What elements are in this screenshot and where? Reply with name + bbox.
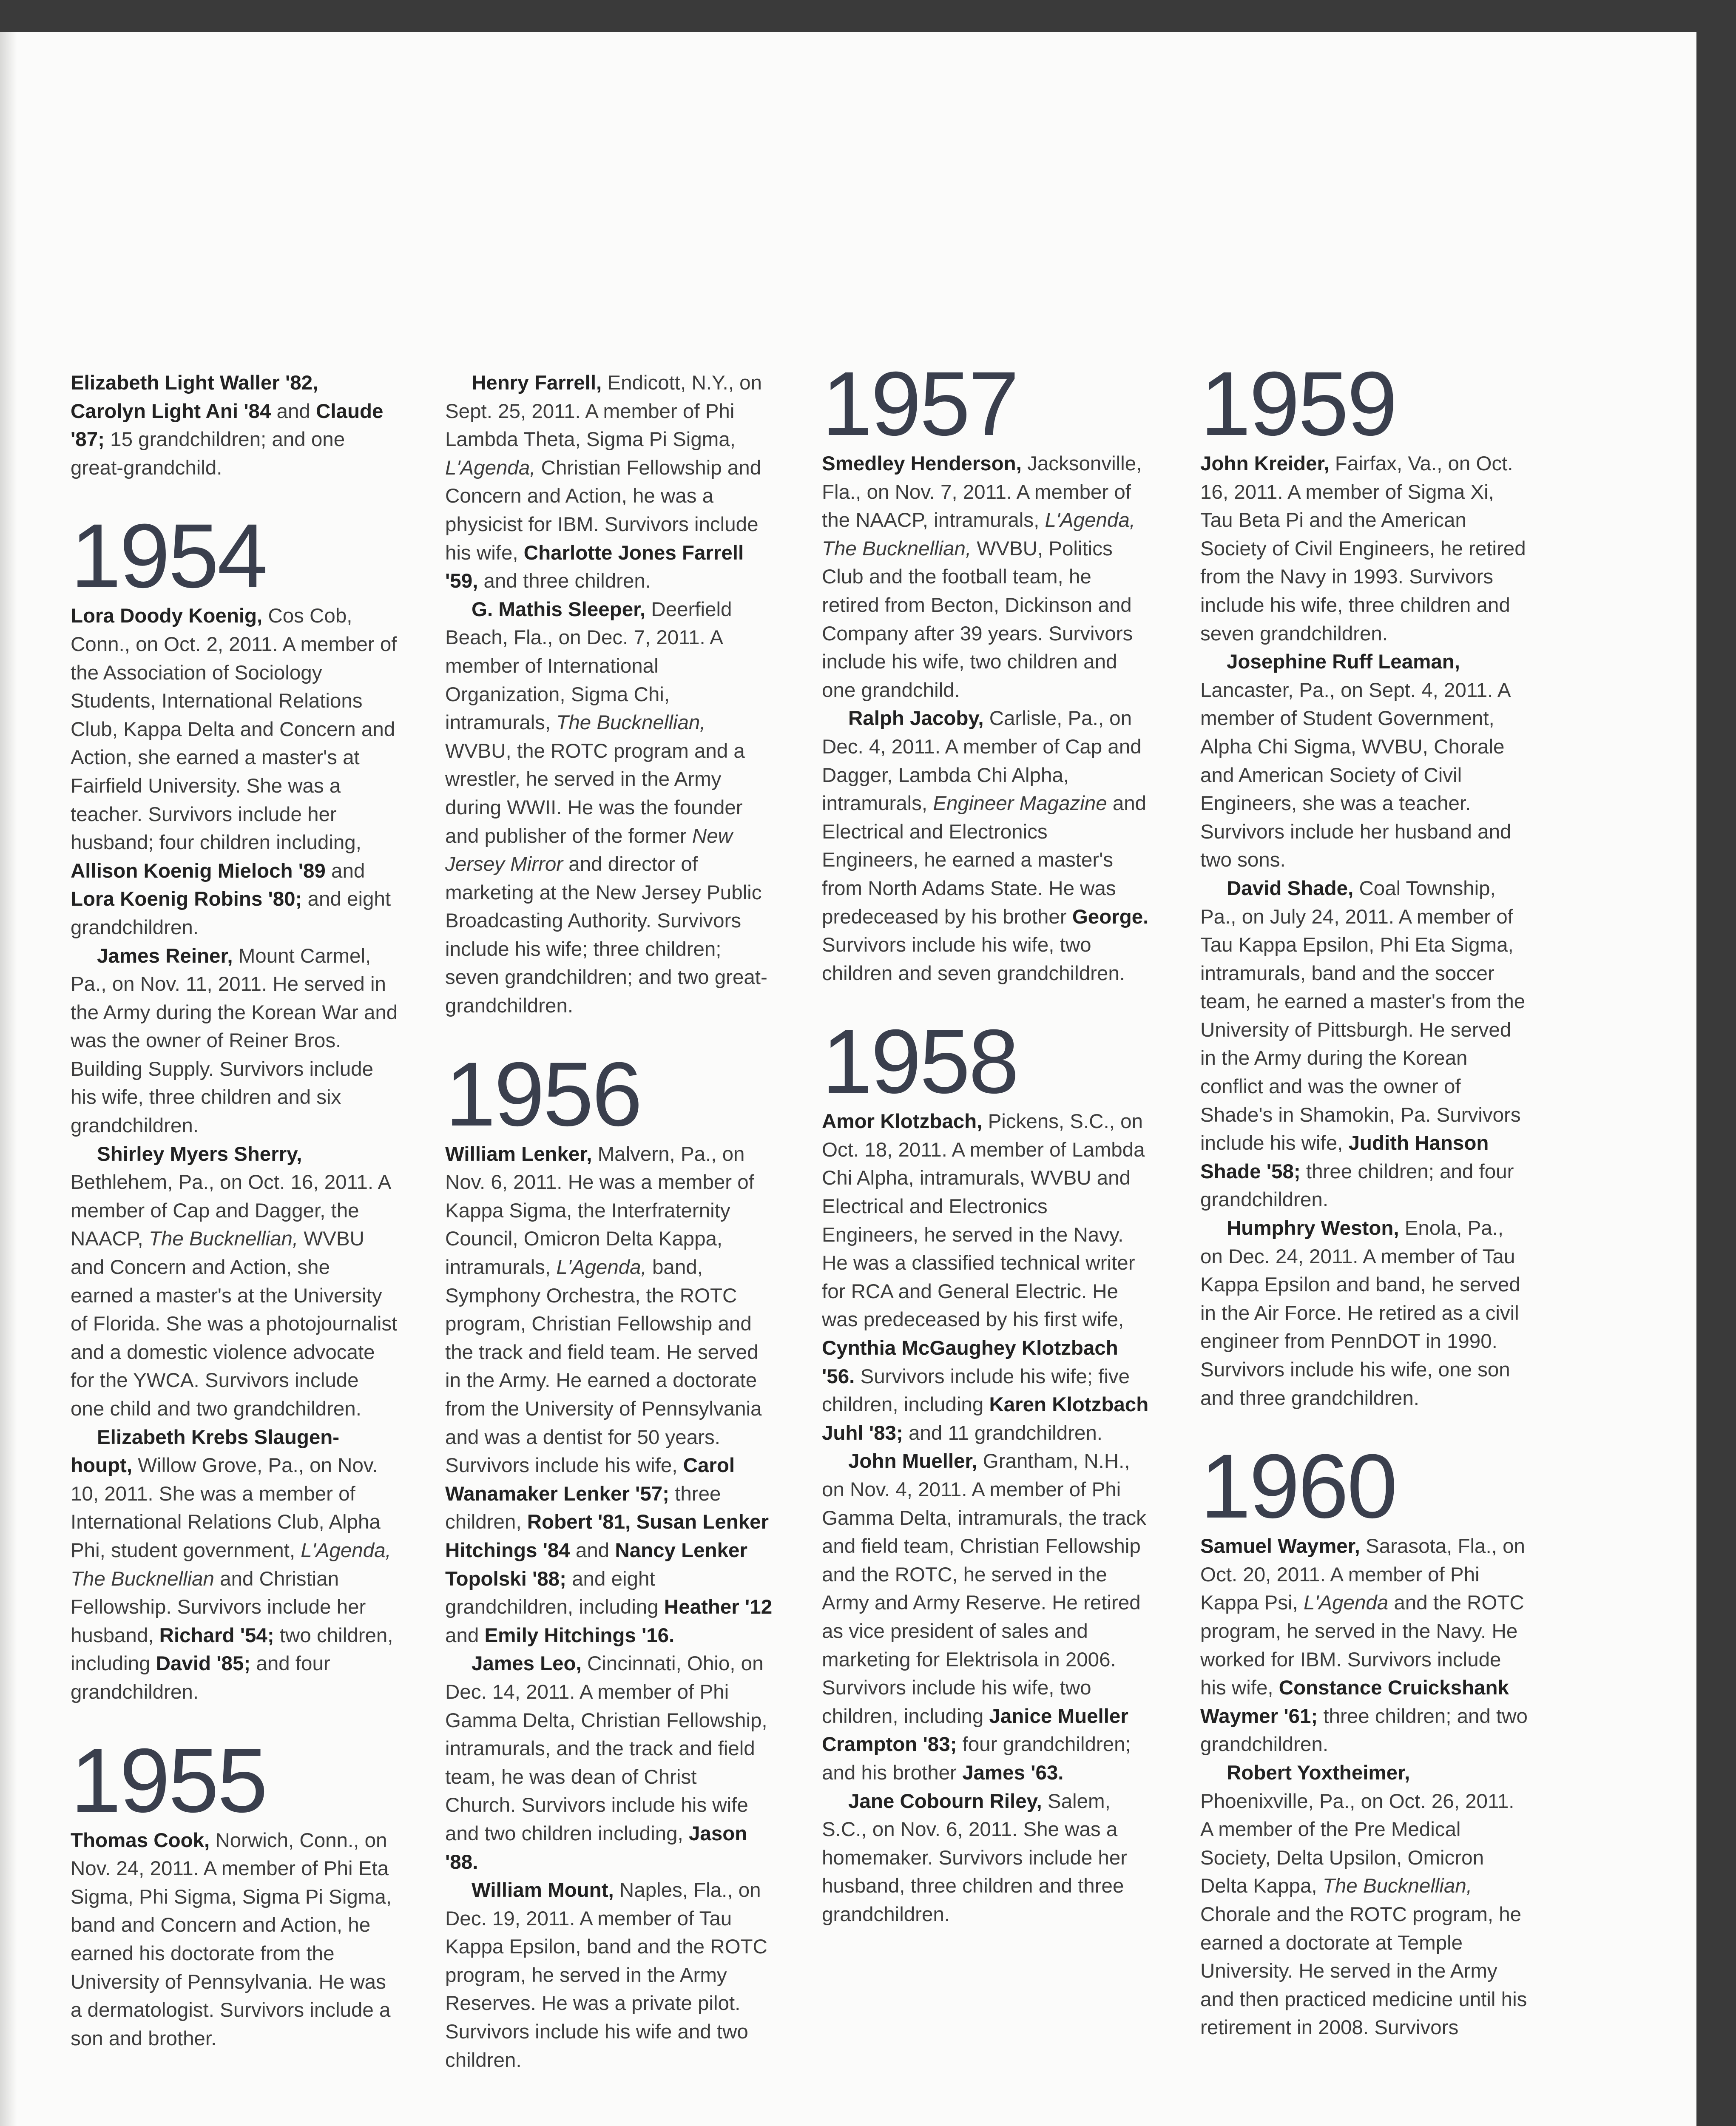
obituary-entry: Smedley Henderson, Jacksonville, Fla., on Nov. 7, 2011. A member of the NAACP, intramurals, L'Agenda, The Bucknellian, WVBU, Politics Club and the football team, he retired from Becton, Dickinson and Company after 39 years. Survivors include his wife, two children and one grandchild.: [822, 452, 1142, 702]
obituary-carryover: Elizabeth Light Waller '82, Carolyn Light Ani '84 and Claude '87; 15 grandchildren; and one great-grandchild.: [71, 372, 384, 479]
obituary-entry: Robert Yoxtheimer, Phoenixville, Pa., on Oct. 26, 2011. A member of the Pre Medical Society, Delta Upsilon, Omicron Delta Kappa, The Bucknellian, Chorale and the ROTC program, he earned a doctorate at Temple University. He served in the Army and then practiced medicine until his retirement in 2008. Survivors: [1200, 1761, 1527, 2039]
binding-shadow: [0, 32, 17, 2126]
obituary-entry: G. Mathis Sleeper, Deerfield Beach, Fla., on Dec. 7, 2011. A member of International Organization, Sigma Chi, intramurals, The Bucknellian, WVBU, the ROTC program and a wrestler, he served in the Army during WWII. He was the founder and publisher of the former New Jersey Mirror and director of marketing at the New Jersey Public Broadcasting Authority. Survivors include his wife; three children; seven grandchildren; and two great-grandchildren.: [445, 598, 767, 1018]
obituary-entry: Thomas Cook, Norwich, Conn., on Nov. 24, 2011. A member of Phi Eta Sigma, Phi Sigma, Sigma Pi Sigma, band and Concern and Action, he earned his doctorate from the University of Pennsylvania. He was a dermatologist. Survivors include a son and brother.: [71, 1829, 392, 2050]
obituary-entry: James Leo, Cincinnati, Ohio, on Dec. 14, 2011. A member of Phi Gamma Delta, Christian Fellowship, intramurals, and the track and field team, he was dean of Christ Church. Survivors include his wife and two children including, Jason '88.: [445, 1652, 767, 1873]
obituary-column-4: [1200, 353, 1528, 2042]
class-year-heading-1955: 1955: [71, 1729, 267, 1831]
obituary-column-1: [71, 369, 398, 2053]
class-year-heading-1958: 1958: [822, 1011, 1018, 1113]
class-year-heading-1957: 1957: [822, 353, 1018, 455]
obituary-entry: Jane Cobourn Riley, Salem, S.C., on Nov. 6, 2011. She was a homemaker. Survivors include her husband, three children and three grandchildren.: [822, 1790, 1128, 1926]
obituary-column-2: [445, 369, 773, 2075]
obituary-entry: Henry Farrell, Endicott, N.Y., on Sept. 25, 2011. A member of Phi Lambda Theta, Sigma Pi Sigma, L'Agenda, Christian Fellowship and Concern and Action, he was a physicist for IBM. Survivors include his wife, Charlotte Jones Farrell '59, and three children.: [445, 372, 762, 593]
obituary-entry: Humphry Weston, Enola, Pa., on Dec. 24, 2011. A member of Tau Kappa Epsilon and band, he served in the Air Force. He retired as a civil engineer from PennDOT in 1990. Survivors include his wife, one son and three grandchildren.: [1200, 1217, 1520, 1410]
obituary-entry: Elizabeth Krebs Slaugen-houpt, Willow Grove, Pa., on Nov. 10, 2011. She was a member of International Relations Club, Alpha Phi, student government, L'Agenda, The Bucknellian and Christian Fellowship. Survivors include her husband, Richard '54; two children, including David '85; and four grandchildren.: [71, 1426, 393, 1703]
class-year-heading-1960: 1960: [1200, 1435, 1396, 1538]
class-year-heading-1956: 1956: [445, 1043, 641, 1145]
obituary-entry: Ralph Jacoby, Carlisle, Pa., on Dec. 4, 2011. A member of Cap and Dagger, Lambda Chi Alpha, intramurals, Engineer Magazine and Electrical and Electronics Engineers, he earned a master's from North Adams State. He was predeceased by his brother George. Survivors include his wife, two children and seven grandchildren.: [822, 707, 1149, 985]
class-year-heading-1959: 1959: [1200, 353, 1396, 455]
obituary-entry: John Mueller, Grantham, N.H., on Nov. 4, 2011. A member of Phi Gamma Delta, intramurals, the track and field team, Christian Fellowship and the ROTC, he served in the Army and Army Reserve. He retired as vice president of sales and marketing for Elektrisola in 2006. Survivors include his wife, two children, including Janice Mueller Crampton '83; four grandchildren; and his brother James '63.: [822, 1450, 1146, 1784]
obituary-entry: John Kreider, Fairfax, Va., on Oct. 16, 2011. A member of Sigma Xi, Tau Beta Pi and the American Society of Civil Engineers, he retired from the Navy in 1993. Survivors include his wife, three children and seven grandchildren.: [1200, 452, 1526, 645]
class-year-heading-1954: 1954: [71, 505, 267, 607]
obituary-column-3: [822, 353, 1149, 1929]
obituary-entry: Shirley Myers Sherry, Bethlehem, Pa., on Oct. 16, 2011. A member of Cap and Dagger, the NAACP, The Bucknellian, WVBU and Concern and Action, she earned a master's at the University of Florida. She was a photojournalist and a domestic violence advocate for the YWCA. Survivors include one child and two grandchildren.: [71, 1143, 398, 1420]
obituary-entry: Samuel Waymer, Sarasota, Fla., on Oct. 20, 2011. A member of Phi Kappa Psi, L'Agenda and the ROTC program, he served in the Navy. He worked for IBM. Survivors include his wife, Constance Cruickshank Waymer '61; three children; and two grandchildren.: [1200, 1535, 1528, 1756]
obituary-entry: William Mount, Naples, Fla., on Dec. 19, 2011. A member of Tau Kappa Epsilon, band and the ROTC program, he served in the Army Reserves. He was a private pilot. Survivors include his wife and two children.: [445, 1879, 767, 2072]
obituary-entry: David Shade, Coal Township, Pa., on July 24, 2011. A member of Tau Kappa Epsilon, Phi Eta Sigma, intramurals, band and the soccer team, he earned a master's from the University of Pittsburgh. He served in the Army during the Korean conflict and was the owner of Shade's in Shamokin, Pa. Survivors include his wife, Judith Hanson Shade '58; three children; and four grandchildren.: [1200, 877, 1526, 1211]
obituary-entry: William Lenker, Malvern, Pa., on Nov. 6, 2011. He was a member of Kappa Sigma, the Interfraternity Council, Omicron Delta Kappa, intramurals, L'Agenda, band, Symphony Orchestra, the ROTC program, Christian Fellowship and the track and field team. He served in the Army. He earned a doctorate from the University of Pennsylvania and was a dentist for 50 years. Survivors include his wife, Carol Wanamaker Lenker '57; three children, Robert '81, Susan Lenker Hitchings '84 and Nancy Lenker Topolski '88; and eight grandchildren, including Heather '12 and Emily Hitchings '16.: [445, 1143, 773, 1647]
obituary-entry: Lora Doody Koenig, Cos Cob, Conn., on Oct. 2, 2011. A member of the Association of Sociology Students, International Relations Club, Kappa Delta and Concern and Action, she earned a master's at Fairfield University. She was a teacher. Survivors include her husband; four children including, Allison Koenig Mieloch '89 and Lora Koenig Robins '80; and eight grandchildren.: [71, 605, 397, 939]
obituary-entry: James Reiner, Mount Carmel, Pa., on Nov. 11, 2011. He served in the Army during the Korean War and was the owner of Reiner Bros. Building Supply. Survivors include his wife, three children and six grandchildren.: [71, 944, 398, 1137]
obituary-entry: Amor Klotzbach, Pickens, S.C., on Oct. 18, 2011. A member of Lambda Chi Alpha, intramurals, WVBU and Electrical and Electronics Engineers, he served in the Navy. He was a classified technical writer for RCA and General Electric. He was predeceased by his first wife, Cynthia McGaughey Klotzbach '56. Survivors include his wife; five children, including Karen Klotzbach Juhl '83; and 11 grandchildren.: [822, 1110, 1149, 1444]
obituary-entry: Josephine Ruff Leaman, Lancaster, Pa., on Sept. 4, 2011. A member of Student Government, Alpha Chi Sigma, WVBU, Chorale and American Society of Civil Engineers, she was a teacher. Survivors include her husband and two sons.: [1200, 651, 1512, 872]
